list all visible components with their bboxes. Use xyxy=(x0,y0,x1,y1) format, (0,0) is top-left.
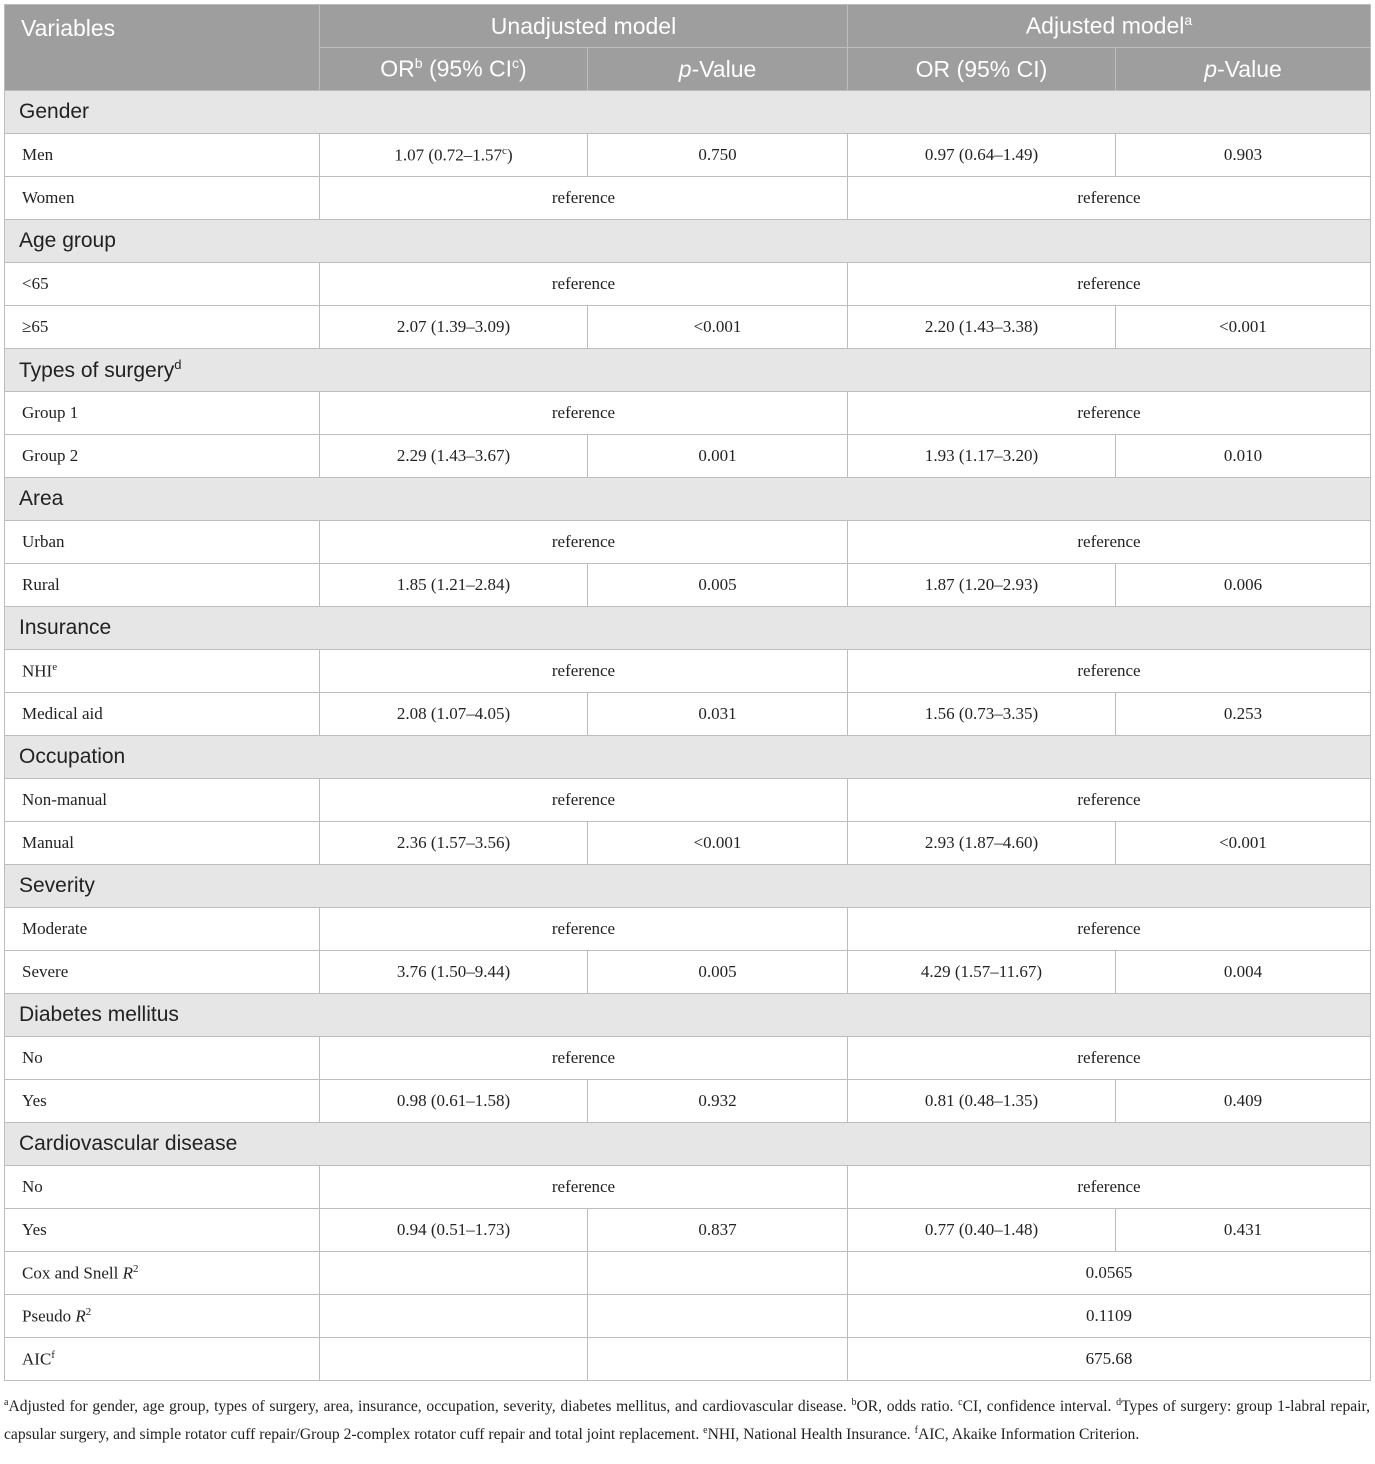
section-severity: Severity xyxy=(5,865,1371,908)
table-row-manual: Manual 2.36 (1.57–3.56) <0.001 2.93 (1.87–4.60) <0.001 xyxy=(5,822,1371,865)
section-gender: Gender xyxy=(5,91,1371,134)
table-row-severe: Severe 3.76 (1.50–9.44) 0.005 4.29 (1.57–11.67) 0.004 xyxy=(5,951,1371,994)
table-row-rural: Rural 1.85 (1.21–2.84) 0.005 1.87 (1.20–2.93) 0.006 xyxy=(5,564,1371,607)
table-row-urban: Urban reference reference xyxy=(5,521,1371,564)
header-variables: Variables xyxy=(5,5,320,91)
table-row-moderate: Moderate reference reference xyxy=(5,908,1371,951)
table-row-pseudo-r2: Pseudo $R^2$ 0.1109 xyxy=(5,1295,1371,1338)
results-table-container xyxy=(4,4,1370,1381)
header-adjusted-or: OR (95% CI) xyxy=(848,48,1116,91)
table-row-dm-no: No reference reference xyxy=(5,1037,1371,1080)
header-unadjusted-or: $OR^b$ (95% $CI^c$) xyxy=(320,48,588,91)
table-row-women: Women reference reference xyxy=(5,177,1371,220)
section-insurance: Insurance xyxy=(5,607,1371,650)
header-row-1 xyxy=(5,5,1371,48)
table-row-group2: Group 2 2.29 (1.43–3.67) 0.001 1.93 (1.17–3.20) 0.010 xyxy=(5,435,1371,478)
table-row-nhi: NHI$^e$ reference reference xyxy=(5,650,1371,693)
table-row-group1: Group 1 reference reference xyxy=(5,392,1371,435)
table-footnotes: $^a$Adjusted for gender, age group, types of surgery, area, insurance, occupation, severity, diabetes mellitus, and cardiovascular disease. $^b$OR, odds ratio. $^c$CI, confidence interval. $^d$Types of surgery: group 1-labral repair, capsular surgery, and simple rotator cuff repair/Group 2-complex rotator cuff repair and total joint replacement. $^e$NHI, National Health Insurance. $^f$AIC, Akaike Information Criterion. xyxy=(4,1397,1370,1444)
header-unadjusted: Unadjusted model xyxy=(320,5,848,48)
table-row-dm-yes: Yes 0.98 (0.61–1.58) 0.932 0.81 (0.48–1.35) 0.409 xyxy=(5,1080,1371,1123)
table-row-cvd-no: No reference reference xyxy=(5,1166,1371,1209)
table-row-aic: AIC$^f$ 675.68 xyxy=(5,1338,1371,1381)
header-adjusted: Adjusted model$^a$ xyxy=(848,5,1371,48)
section-age-group: Age group xyxy=(5,220,1371,263)
section-area: Area xyxy=(5,478,1371,521)
table-row-men: Men 1.07 (0.72–1.57$^c$) 0.750 0.97 (0.64–1.49) 0.903 xyxy=(5,134,1371,177)
section-diabetes: Diabetes mellitus xyxy=(5,994,1371,1037)
table-row-non-manual: Non-manual reference reference xyxy=(5,779,1371,822)
section-types-of-surgery: Types of surgery$^d$ xyxy=(5,349,1371,392)
table-row-cvd-yes: Yes 0.94 (0.51–1.73) 0.837 0.77 (0.40–1.48) 0.431 xyxy=(5,1209,1371,1252)
table-row-ge65: ≥65 2.07 (1.39–3.09) <0.001 2.20 (1.43–3.38) <0.001 xyxy=(5,306,1371,349)
table-row-medical-aid: Medical aid 2.08 (1.07–4.05) 0.031 1.56 (0.73–3.35) 0.253 xyxy=(5,693,1371,736)
table-row-cox-snell: Cox and Snell $R^2$ 0.0565 xyxy=(5,1252,1371,1295)
table-row-lt65: <65 reference reference xyxy=(5,263,1371,306)
regression-table xyxy=(4,4,1371,1381)
section-cardiovascular: Cardiovascular disease xyxy=(5,1123,1371,1166)
header-adjusted-p: p-Value xyxy=(1116,48,1371,91)
section-occupation: Occupation xyxy=(5,736,1371,779)
header-unadjusted-p: p-Value xyxy=(588,48,848,91)
